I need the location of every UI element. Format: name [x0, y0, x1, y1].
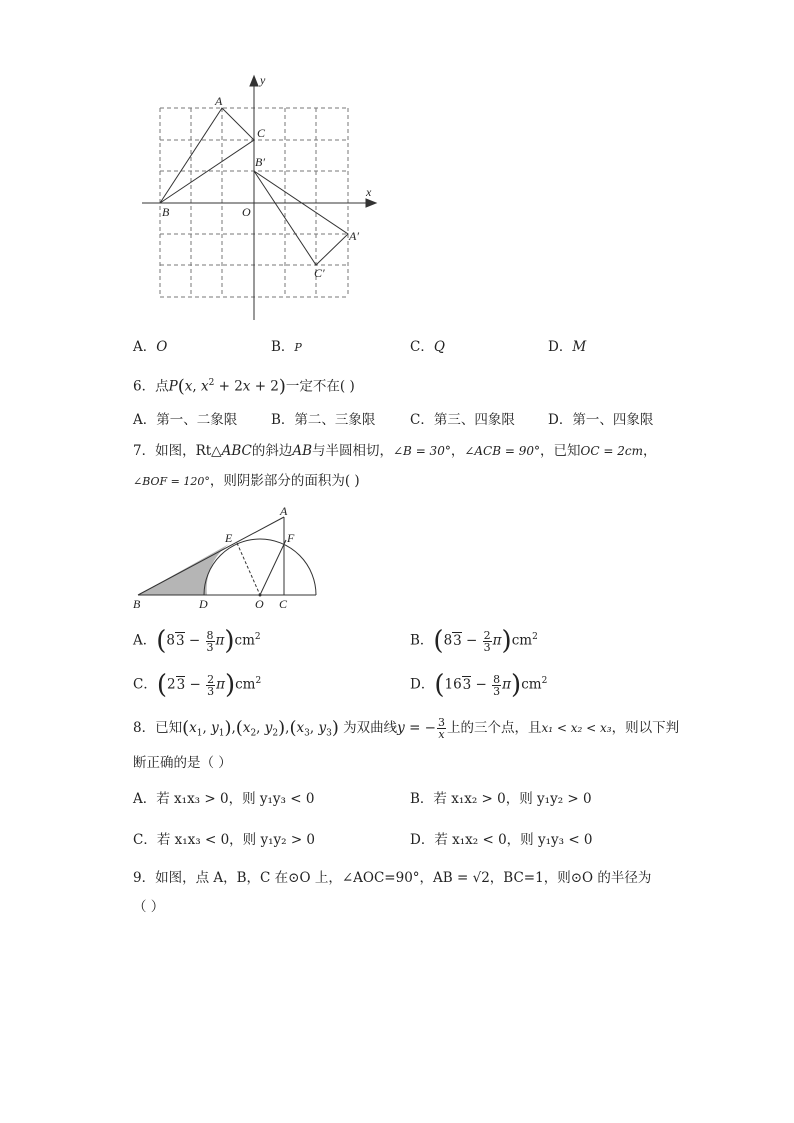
option-key: A．: [133, 339, 157, 355]
text: OC = 2cm: [580, 444, 643, 458]
unit: cm: [511, 632, 533, 649]
text: Rt△: [195, 443, 222, 459]
q5-option-c[interactable]: [410, 338, 445, 356]
option-key: B．: [271, 339, 295, 355]
q8-option-d[interactable]: [410, 831, 593, 849]
q9-stem-line1: 9．如图，点 A，B，C 在⊙O 上，∠AOC=90°，AB = √2，BC=1，则⊙O 的半径为: [133, 870, 652, 886]
label-o: O: [255, 597, 264, 611]
q7-stem-line2: [133, 472, 360, 491]
q6-option-d[interactable]: [548, 411, 653, 429]
semicircle-arc: [204, 539, 316, 595]
text: 7．如图，: [133, 443, 196, 459]
semicircle-figure: [0, 500, 794, 630]
option-text: 若 x₁x₃ < 0，则 y₁y₂ > 0: [156, 832, 316, 848]
label-b: B: [133, 597, 141, 611]
label-o: O: [242, 205, 251, 219]
frac-num: 2: [483, 628, 491, 642]
option-value: Q: [433, 339, 445, 355]
option-key: D．: [548, 412, 573, 428]
q5-option-b[interactable]: [271, 338, 302, 357]
text: 为双曲线: [338, 720, 398, 736]
coef: 8: [443, 632, 453, 649]
frac-num: 8: [493, 672, 501, 686]
frac-den: 3: [493, 684, 501, 698]
q8-option-b[interactable]: [410, 790, 592, 808]
q9-stem-line2: （ ）: [133, 899, 165, 915]
text: 8．已知: [133, 720, 183, 736]
frac-den: 3: [207, 684, 215, 698]
coef: 8: [166, 632, 175, 649]
q7-option-b[interactable]: B．(83 − $\frac{2}{3}$ $\pi)cm^2$: [410, 626, 538, 656]
label-a: A: [280, 504, 288, 518]
coordinate-grid-figure: [0, 0, 794, 330]
label-c: C: [257, 126, 266, 140]
option-value: 第一、四象限: [572, 412, 654, 428]
text: 上的三个点，且: [447, 720, 542, 736]
q7-option-d[interactable]: D．(163 − $\frac{8}{3}$ $\pi)cm^2$: [410, 670, 548, 700]
option-key: C．: [133, 832, 157, 848]
text: ABC: [221, 443, 252, 459]
label-f: F: [287, 531, 295, 545]
option-value: 第二、三象限: [294, 412, 376, 428]
q8-stem-line2: 断正确的是（ ）: [133, 755, 232, 771]
option-key: D．: [410, 676, 435, 693]
q5-option-d[interactable]: [548, 338, 586, 356]
label-a-prime: A′: [349, 229, 359, 243]
option-text: 若 x₁x₃ > 0，则 y₁y₃ < 0: [156, 791, 315, 807]
q8-stem-line1: 8．已知($x_1$, $y_1),(x_2$, $y_2),(x_3$, $y_3$) 为双曲线y = − $\frac{3}{x}$ 上的三个点，且x₁ < x₂ < x₃，则以下判: [133, 716, 680, 741]
text: y = −: [397, 720, 436, 736]
text: AB: [292, 443, 312, 459]
option-value: M: [572, 339, 587, 355]
label-d: D: [199, 597, 208, 611]
text: ∠BOF = 120°: [133, 475, 210, 488]
q6-suffix: 一定不在( ): [285, 378, 355, 395]
unit: cm: [235, 676, 256, 693]
text: 与半圆相切，: [312, 443, 393, 459]
coef: 16: [444, 676, 462, 693]
q6-option-c[interactable]: [410, 411, 515, 429]
segment-of: [260, 540, 286, 595]
frac-num: 2: [207, 672, 215, 686]
q8-option-c[interactable]: [133, 831, 315, 849]
option-value: O: [156, 339, 168, 355]
frac-den: x: [438, 728, 445, 741]
frac-den: 3: [483, 640, 491, 654]
option-key: C．: [410, 412, 434, 428]
text: ∠B = 30°: [393, 444, 451, 458]
q7-stem-line1: [133, 442, 656, 460]
label-a: A: [215, 94, 223, 108]
frac-den: 3: [206, 640, 214, 654]
text: ，则以下判: [611, 720, 680, 736]
q6-option-b[interactable]: [271, 411, 375, 429]
option-key: C．: [133, 676, 157, 693]
q6-prefix: 6．点: [133, 378, 169, 395]
text: ，已知: [540, 443, 581, 459]
option-key: C．: [410, 339, 434, 355]
option-key: B．: [410, 632, 434, 649]
text: ，: [450, 443, 465, 459]
option-text: 若 x₁x₂ < 0，则 y₁y₃ < 0: [434, 832, 593, 848]
unit: cm: [234, 632, 255, 649]
option-key: A．: [133, 791, 157, 807]
label-y: y: [260, 73, 266, 87]
option-value: P: [294, 341, 302, 354]
frac-num: 3: [438, 716, 445, 729]
option-key: B．: [410, 791, 434, 807]
option-text: 若 x₁x₂ > 0，则 y₁y₂ > 0: [433, 791, 592, 807]
hypotenuse-ab: [138, 517, 284, 595]
option-key: B．: [271, 412, 295, 428]
text: ，则阴影部分的面积为( ): [209, 473, 360, 489]
option-value: 第一、二象限: [156, 412, 238, 428]
label-x: x: [366, 185, 372, 199]
text: ∠ACB = 90°: [464, 444, 541, 458]
coef: 2: [167, 676, 176, 693]
label-b: B: [162, 205, 170, 219]
q6-stem: 6．点P(x, $x^2 + 2x + 2$)一定不在( ): [133, 376, 355, 397]
q7-option-c[interactable]: C．(23 − $\frac{2}{3}$ $\pi)cm^2$: [133, 670, 262, 700]
frac-num: 8: [206, 628, 214, 642]
label-c: C: [279, 597, 288, 611]
q6-point: P: [168, 378, 178, 395]
text: 的斜边: [251, 443, 293, 459]
text: x₁ < x₂ < x₃: [541, 721, 612, 735]
option-key: D．: [548, 339, 573, 355]
q8-option-a[interactable]: [133, 790, 314, 808]
unit: cm: [521, 676, 542, 693]
option-key: A．: [133, 412, 157, 428]
option-value: 第三、四象限: [433, 412, 515, 428]
axes: [142, 76, 376, 320]
q6-option-a[interactable]: [133, 411, 237, 429]
text: ，: [642, 443, 657, 459]
label-b-prime: B′: [255, 155, 265, 169]
option-key: D．: [410, 832, 435, 848]
label-c-prime: C′: [314, 266, 325, 280]
segment-oe-dashed: [237, 543, 260, 595]
q7-option-a[interactable]: A．(83 − $\frac{8}{3}$ $\pi)cm^2$: [133, 626, 261, 656]
q5-option-a[interactable]: [133, 338, 167, 356]
label-e: E: [225, 531, 233, 545]
option-key: A．: [133, 632, 157, 649]
